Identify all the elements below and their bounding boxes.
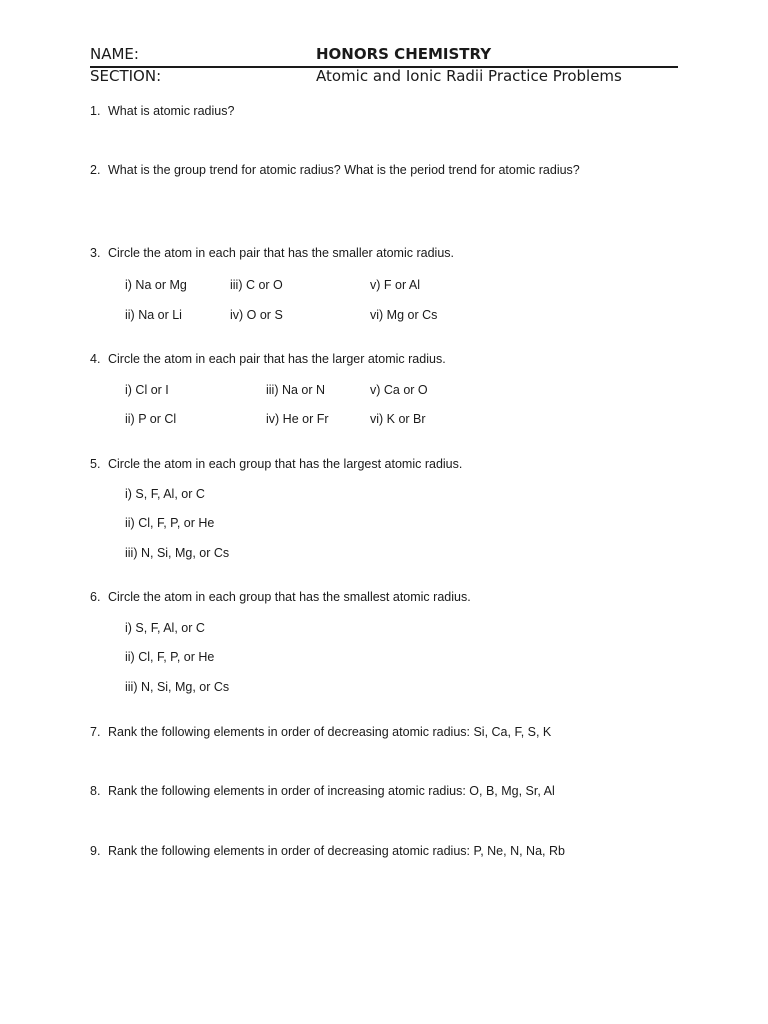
question-9-number: 9. bbox=[90, 844, 101, 858]
name-label: NAME: bbox=[90, 45, 139, 63]
worksheet-subtitle: Atomic and Ionic Radii Practice Problems bbox=[316, 67, 622, 85]
question-4-option: ii) P or Cl bbox=[125, 412, 177, 426]
question-7-number: 7. bbox=[90, 725, 101, 739]
question-3-option: vi) Mg or Cs bbox=[370, 308, 438, 322]
question-4-option: v) Ca or O bbox=[370, 383, 428, 397]
question-4-option: i) Cl or I bbox=[125, 383, 169, 397]
question-2-number: 2. bbox=[90, 163, 101, 177]
question-6-number: 6. bbox=[90, 590, 101, 604]
question-5-option: ii) Cl, F, P, or He bbox=[125, 516, 215, 530]
question-4-number: 4. bbox=[90, 352, 101, 366]
question-6-option: iii) N, Si, Mg, or Cs bbox=[125, 680, 230, 694]
question-3-option: v) F or Al bbox=[370, 278, 421, 292]
question-6-option: i) S, F, Al, or C bbox=[125, 621, 205, 635]
question-4-option: iii) Na or N bbox=[266, 383, 326, 397]
question-1-number: 1. bbox=[90, 104, 101, 118]
question-7-text: Rank the following elements in order of decreasing atomic radius: Si, Ca, F, S, K bbox=[108, 725, 552, 739]
question-9-text: Rank the following elements in order of decreasing atomic radius: P, Ne, N, Na, Rb bbox=[108, 844, 565, 858]
question-5-text: Circle the atom in each group that has the largest atomic radius. bbox=[108, 457, 463, 471]
question-3-option: i) Na or Mg bbox=[125, 278, 187, 292]
question-3-option: iii) C or O bbox=[230, 278, 283, 292]
question-3-text: Circle the atom in each pair that has the smaller atomic radius. bbox=[108, 246, 454, 260]
course-title: HONORS CHEMISTRY bbox=[316, 45, 492, 63]
section-label: SECTION: bbox=[90, 67, 162, 85]
question-8-number: 8. bbox=[90, 784, 101, 798]
question-3-option: ii) Na or Li bbox=[125, 308, 182, 322]
question-5-number: 5. bbox=[90, 457, 101, 471]
question-8-text: Rank the following elements in order of increasing atomic radius: O, B, Mg, Sr, Al bbox=[108, 784, 555, 798]
question-4-text: Circle the atom in each pair that has the larger atomic radius. bbox=[108, 352, 446, 366]
question-6-text: Circle the atom in each group that has the smallest atomic radius. bbox=[108, 590, 471, 604]
question-2-text: What is the group trend for atomic radius? What is the period trend for atomic radius? bbox=[108, 163, 580, 177]
question-4-option: iv) He or Fr bbox=[266, 412, 329, 426]
question-3-number: 3. bbox=[90, 246, 101, 260]
question-5-option: iii) N, Si, Mg, or Cs bbox=[125, 546, 230, 560]
question-1-text: What is atomic radius? bbox=[108, 104, 235, 118]
question-3-option: iv) O or S bbox=[230, 308, 283, 322]
question-5-option: i) S, F, Al, or C bbox=[125, 487, 205, 501]
question-4-option: vi) K or Br bbox=[370, 412, 426, 426]
question-6-option: ii) Cl, F, P, or He bbox=[125, 650, 215, 664]
